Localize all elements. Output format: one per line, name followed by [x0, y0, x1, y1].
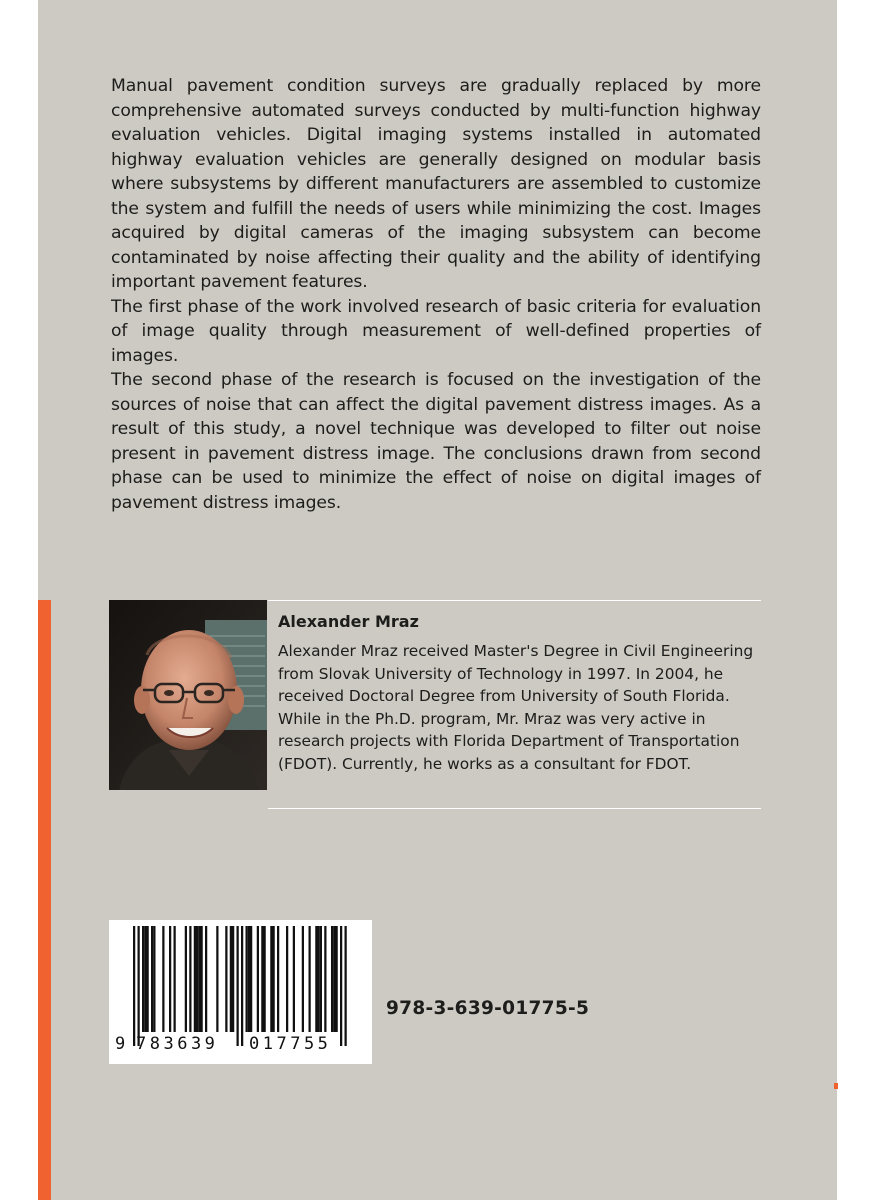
author-photo [109, 600, 267, 790]
barcode-bar [264, 926, 266, 1032]
edge-mark [834, 1083, 838, 1089]
author-divider-top [268, 600, 761, 601]
barcode-bar [169, 926, 171, 1032]
barcode-bar [333, 926, 335, 1032]
barcode-bar [309, 926, 311, 1032]
author-divider-bottom [268, 808, 761, 809]
barcode-bar [147, 926, 149, 1032]
barcode-bar [293, 926, 295, 1032]
barcode-bar [189, 926, 191, 1032]
barcode-bar [198, 926, 200, 1032]
barcode-bar [340, 926, 342, 1046]
barcode-bar [324, 926, 326, 1032]
barcode-bar [205, 926, 207, 1032]
isbn-number: 978-3-639-01775-5 [386, 998, 590, 1019]
barcode-bar [194, 926, 196, 1032]
description-paragraph: Manual pavement condition surveys are gradually replaced by more comprehensive automated surveys conducted by multi-function highway evaluation vehicles. Digital imaging systems installed in automated highway evaluation vehicles are generally designed on modular basis where subsystems by different manufacturers are assembled to customize the system and fulfill the needs of users while minimizing the cost. Images acquired by digital cameras of the imaging subsystem can become contaminated by noise affecting their quality and the ability of identifying important pavement features. [111, 76, 761, 292]
barcode-bar [331, 926, 333, 1032]
barcode-bar [144, 926, 146, 1032]
barcode-bar [273, 926, 275, 1032]
barcode-bar [257, 926, 259, 1032]
barcode-bar [201, 926, 203, 1032]
barcode-bar [174, 926, 176, 1032]
barcode [109, 920, 372, 1064]
barcode-bar [277, 926, 279, 1032]
description-paragraph: The first phase of the work involved research of basic criteria for evaluation of image quality through measurement of well-defined properties of images. [111, 296, 761, 366]
barcode-bar [246, 926, 248, 1032]
barcode-bar [250, 926, 252, 1032]
barcode-bar [196, 926, 198, 1032]
barcode-bar [225, 926, 227, 1032]
barcode-bar [336, 926, 338, 1032]
barcode-digit-lead: 9 [115, 1034, 126, 1054]
barcode-bar [270, 926, 272, 1032]
description-paragraph: The second phase of the research is focused on the investigation of the sources of noise that can affect the digital pavement distress images. As a result of this study, a novel technique was developed to filter out noise present in pavement distress image. The conclusions drawn from second phase can be used to minimize the effect of noise on digital images of pavement distress images. [111, 370, 761, 513]
barcode-bars [133, 926, 347, 1046]
barcode-bar [302, 926, 304, 1032]
barcode-bar [248, 926, 250, 1032]
barcode-digits-right: 017755 [249, 1034, 332, 1054]
barcode-bar [286, 926, 288, 1032]
author-bio: Alexander Mraz received Master's Degree in Civil Engineering from Slovak University of Technology in 1997. In 2004, he received Doctoral Degree from University of South Florida. While in the Ph.D. program, Mr. Mraz was very active in research projects with Florida Department of Transportation (FDOT). Currently, he works as a consultant for FDOT. [278, 642, 754, 773]
barcode-bar [162, 926, 164, 1032]
barcode-digits-left: 783639 [136, 1034, 219, 1054]
author-name: Alexander Mraz [278, 612, 419, 631]
barcode-bar [216, 926, 218, 1032]
barcode-bar [153, 926, 155, 1032]
barcode-bar [241, 926, 243, 1046]
barcode-bar [185, 926, 187, 1032]
barcode-bar [320, 926, 322, 1032]
barcode-bar [138, 926, 140, 1046]
book-description [111, 74, 761, 515]
barcode-bar [133, 926, 135, 1046]
barcode-bar [345, 926, 347, 1046]
barcode-bar [142, 926, 144, 1032]
barcode-bar [232, 926, 234, 1032]
barcode-bar [261, 926, 263, 1032]
barcode-bar [237, 926, 239, 1046]
barcode-bar [151, 926, 153, 1032]
barcode-bar [315, 926, 317, 1032]
barcode-bar [230, 926, 232, 1032]
barcode-bar [318, 926, 320, 1032]
accent-bar [38, 600, 51, 1200]
